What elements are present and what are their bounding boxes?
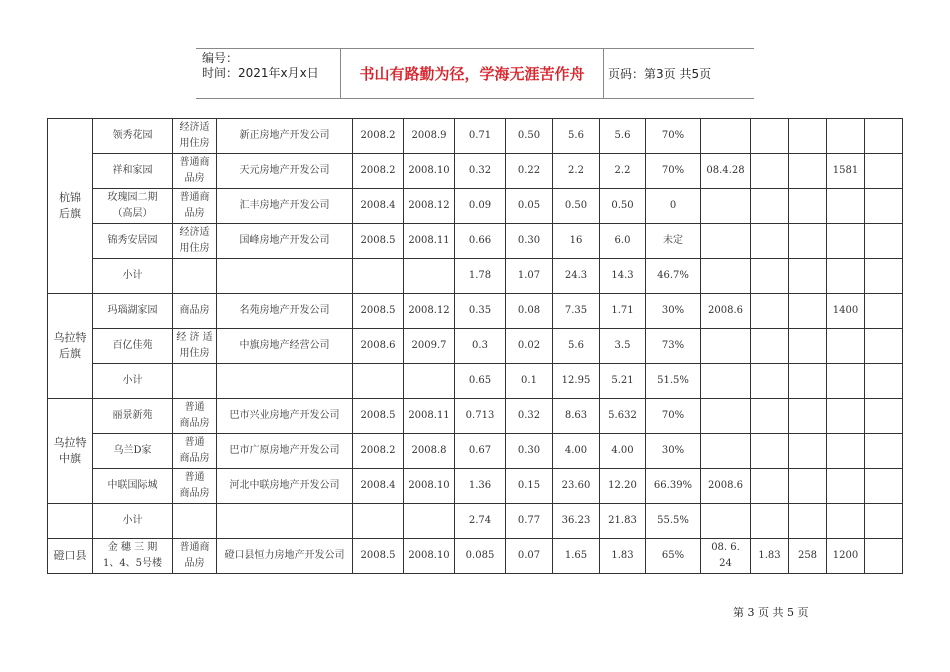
region-cell: 乌拉特 后旗 (48, 294, 93, 399)
table-cell: 1.78 (455, 259, 506, 294)
table-cell: 2008.5 (353, 224, 404, 259)
table-row (48, 434, 903, 469)
table-cell (701, 434, 751, 469)
table-cell (701, 329, 751, 364)
table-cell (789, 364, 827, 399)
table-cell: 2.74 (455, 504, 506, 539)
table-cell: 0.32 (506, 399, 553, 434)
table-cell: 2008.4 (353, 189, 404, 224)
table-cell: 玫瑰园二期 （高层） (93, 189, 173, 224)
table-row (48, 469, 903, 504)
table-cell: 2008.4 (353, 469, 404, 504)
table-cell: 258 (789, 539, 827, 574)
table-cell: 普通 商品房 (173, 399, 217, 434)
table-cell: 商品房 (173, 294, 217, 329)
table-cell (751, 329, 789, 364)
table-cell: 2008.2 (353, 434, 404, 469)
header-meta (202, 51, 319, 81)
table-cell: 中联国际城 (93, 469, 173, 504)
table-cell (827, 504, 865, 539)
table-row (48, 189, 903, 224)
table-cell (701, 189, 751, 224)
table-cell (865, 539, 903, 574)
table-cell: 新正房地产开发公司 (217, 119, 353, 154)
table-cell: 0.50 (506, 119, 553, 154)
table-cell: 0.3 (455, 329, 506, 364)
table-cell (751, 434, 789, 469)
table-cell: 2009.7 (404, 329, 455, 364)
housing-table (47, 118, 903, 574)
table-row (48, 119, 903, 154)
table-cell: 73% (646, 329, 701, 364)
table-cell: 3.5 (600, 329, 646, 364)
table-cell: 0.05 (506, 189, 553, 224)
table-cell (827, 189, 865, 224)
table-cell: 普通 商品房 (173, 434, 217, 469)
table-cell (865, 224, 903, 259)
table-row (48, 364, 903, 399)
table-cell: 0.15 (506, 469, 553, 504)
table-cell: 23.60 (553, 469, 600, 504)
table-cell: 祥和家园 (93, 154, 173, 189)
table-cell: 2.2 (600, 154, 646, 189)
table-cell: 4.00 (600, 434, 646, 469)
table-cell: 经济适 用住房 (173, 224, 217, 259)
table-cell (789, 259, 827, 294)
table-cell: 51.5% (646, 364, 701, 399)
table-cell: 小计 (93, 259, 173, 294)
table-cell: 5.632 (600, 399, 646, 434)
table-cell: 2008.5 (353, 399, 404, 434)
table-cell: 国峰房地产开发公司 (217, 224, 353, 259)
table-cell: 领秀花园 (93, 119, 173, 154)
table-cell (789, 154, 827, 189)
table-cell: 70% (646, 119, 701, 154)
table-cell: 普通 商品房 (173, 469, 217, 504)
table-cell (827, 119, 865, 154)
table-cell (751, 364, 789, 399)
table-cell (827, 469, 865, 504)
table-cell: 0.67 (455, 434, 506, 469)
table-cell: 12.95 (553, 364, 600, 399)
table-cell (217, 504, 353, 539)
table-cell: 汇丰房地产开发公司 (217, 189, 353, 224)
table-cell: 1.65 (553, 539, 600, 574)
table-cell: 巴市兴业房地产开发公司 (217, 399, 353, 434)
table-cell (751, 399, 789, 434)
table-row (48, 399, 903, 434)
time-label: 时间：2021年x月x日 (202, 66, 319, 80)
table-cell: 2008.11 (404, 224, 455, 259)
table-cell: 30% (646, 434, 701, 469)
table-cell: 2008.6 (353, 329, 404, 364)
table-cell: 2008.9 (404, 119, 455, 154)
table-cell: 2008.2 (353, 119, 404, 154)
region-cell: 乌拉特 中旗 (48, 399, 93, 504)
table-cell: 1400 (827, 294, 865, 329)
table-cell (404, 364, 455, 399)
table-cell (789, 294, 827, 329)
table-cell (827, 364, 865, 399)
table-cell: 天元房地产开发公司 (217, 154, 353, 189)
table-cell (865, 189, 903, 224)
table-cell (865, 119, 903, 154)
table-cell: 0.08 (506, 294, 553, 329)
table-cell: 未定 (646, 224, 701, 259)
table-cell (827, 434, 865, 469)
table-cell (217, 259, 353, 294)
table-cell (865, 399, 903, 434)
table-cell: 70% (646, 154, 701, 189)
table-cell: 普通商 品房 (173, 539, 217, 574)
table-cell: 普通商 品房 (173, 189, 217, 224)
table-cell (217, 364, 353, 399)
table-cell: 6.0 (600, 224, 646, 259)
table-cell: 0.30 (506, 434, 553, 469)
table-cell (404, 504, 455, 539)
table-cell: 普通商 品房 (173, 154, 217, 189)
table-cell (751, 189, 789, 224)
table-cell (353, 259, 404, 294)
motto: 书山有路勤为径，学海无涯苦作舟 (340, 49, 604, 98)
region-cell: 磴口县 (48, 539, 93, 574)
table-cell: 5.6 (553, 119, 600, 154)
table-row (48, 504, 903, 539)
table-cell (404, 259, 455, 294)
table-cell: 名苑房地产开发公司 (217, 294, 353, 329)
table-cell (751, 294, 789, 329)
table-cell: 0.07 (506, 539, 553, 574)
table-cell: 46.7% (646, 259, 701, 294)
table-cell: 乌兰D家 (93, 434, 173, 469)
table-cell: 百亿佳苑 (93, 329, 173, 364)
table-cell: 08. 6. 24 (701, 539, 751, 574)
table-cell (789, 399, 827, 434)
table-cell (173, 259, 217, 294)
table-cell: 24.3 (553, 259, 600, 294)
table-cell: 1.71 (600, 294, 646, 329)
table-cell: 2008.11 (404, 399, 455, 434)
table-cell: 14.3 (600, 259, 646, 294)
table-cell (789, 329, 827, 364)
table-cell: 36.23 (553, 504, 600, 539)
table-cell (701, 364, 751, 399)
table-cell (789, 504, 827, 539)
table-cell (173, 504, 217, 539)
table-cell: 巴市广原房地产开发公司 (217, 434, 353, 469)
table-cell: 12.20 (600, 469, 646, 504)
table-cell: 1.83 (600, 539, 646, 574)
table-cell (701, 399, 751, 434)
table-cell: 0.22 (506, 154, 553, 189)
table-cell: 2008.6 (701, 469, 751, 504)
table-cell (701, 224, 751, 259)
table-cell: 21.83 (600, 504, 646, 539)
table-cell: 4.00 (553, 434, 600, 469)
page-label: 页码：第3页 共5页 (608, 67, 712, 81)
table-cell: 0.71 (455, 119, 506, 154)
table-cell (827, 259, 865, 294)
table-cell: 66.39% (646, 469, 701, 504)
table-cell: 0.50 (600, 189, 646, 224)
table-cell: 0.77 (506, 504, 553, 539)
table-cell: 0.1 (506, 364, 553, 399)
table-cell: 0.30 (506, 224, 553, 259)
table-cell (827, 399, 865, 434)
table-cell (789, 434, 827, 469)
table-cell: 0 (646, 189, 701, 224)
table-cell: 16 (553, 224, 600, 259)
table-cell: 2008.12 (404, 189, 455, 224)
table-cell: 2008.10 (404, 154, 455, 189)
table-cell: 2008.6 (701, 294, 751, 329)
table-cell (865, 259, 903, 294)
table-cell: 0.66 (455, 224, 506, 259)
table-cell: 2008.8 (404, 434, 455, 469)
table-cell (751, 259, 789, 294)
table-cell: 1.83 (751, 539, 789, 574)
number-label: 编号： (202, 51, 239, 65)
region-cell (48, 504, 93, 539)
table-cell: 8.63 (553, 399, 600, 434)
table-cell: 小计 (93, 364, 173, 399)
table-cell (751, 154, 789, 189)
region-cell: 杭锦 后旗 (48, 119, 93, 294)
table-cell: 0.65 (455, 364, 506, 399)
table-cell (701, 504, 751, 539)
table-cell (701, 259, 751, 294)
table-cell (827, 329, 865, 364)
table-cell (865, 469, 903, 504)
table-cell: 70% (646, 399, 701, 434)
table-cell: 1.36 (455, 469, 506, 504)
table-cell (173, 364, 217, 399)
table-cell: 0.02 (506, 329, 553, 364)
table-cell: 丽景新苑 (93, 399, 173, 434)
table-cell (751, 119, 789, 154)
table-cell: 河北中联房地产开发公司 (217, 469, 353, 504)
table-row (48, 294, 903, 329)
table-cell: 中旗房地产经营公司 (217, 329, 353, 364)
table-cell (789, 469, 827, 504)
table-cell: 0.50 (553, 189, 600, 224)
table-cell: 7.35 (553, 294, 600, 329)
page-footer: 第 3 页 共 5 页 (733, 606, 809, 619)
table-cell: 经 济 适 用住房 (173, 329, 217, 364)
table-cell: 磴口县恒力房地产开发公司 (217, 539, 353, 574)
table-cell: 55.5% (646, 504, 701, 539)
table-cell: 0.09 (455, 189, 506, 224)
table-cell: 2008.12 (404, 294, 455, 329)
table-cell: 经济适 用住房 (173, 119, 217, 154)
table-cell: 08.4.28 (701, 154, 751, 189)
table-cell (353, 364, 404, 399)
table-cell (789, 119, 827, 154)
table-cell: 1.07 (506, 259, 553, 294)
table-cell (701, 119, 751, 154)
table-cell (865, 154, 903, 189)
table-row (48, 259, 903, 294)
table-row (48, 224, 903, 259)
document-header (196, 48, 754, 99)
table-cell: 1200 (827, 539, 865, 574)
table-row (48, 154, 903, 189)
table-cell (789, 189, 827, 224)
table-cell: 玛瑙湖家园 (93, 294, 173, 329)
table-cell: 0.35 (455, 294, 506, 329)
table-cell: 1581 (827, 154, 865, 189)
table-cell: 2008.10 (404, 539, 455, 574)
table-cell (751, 469, 789, 504)
table-cell: 5.21 (600, 364, 646, 399)
table-cell (865, 364, 903, 399)
table-row (48, 329, 903, 364)
table-cell (789, 224, 827, 259)
table-cell (865, 434, 903, 469)
table-cell: 2008.2 (353, 154, 404, 189)
table-cell: 0.32 (455, 154, 506, 189)
table-cell: 5.6 (553, 329, 600, 364)
table-cell: 30% (646, 294, 701, 329)
table-cell (865, 294, 903, 329)
table-cell: 65% (646, 539, 701, 574)
table-cell (751, 224, 789, 259)
table-cell: 2008.5 (353, 539, 404, 574)
table-cell: 2008.10 (404, 469, 455, 504)
table-cell (865, 329, 903, 364)
table-cell (865, 504, 903, 539)
table-cell (353, 504, 404, 539)
table-row (48, 539, 903, 574)
table-cell: 锦秀安居园 (93, 224, 173, 259)
table-cell (827, 224, 865, 259)
table-cell: 金 穗 三 期 1、4、5号楼 (93, 539, 173, 574)
table-cell: 2008.5 (353, 294, 404, 329)
table-cell: 小计 (93, 504, 173, 539)
table-cell: 2.2 (553, 154, 600, 189)
table-cell: 5.6 (600, 119, 646, 154)
table-cell (751, 504, 789, 539)
table-cell: 0.085 (455, 539, 506, 574)
table-cell: 0.713 (455, 399, 506, 434)
